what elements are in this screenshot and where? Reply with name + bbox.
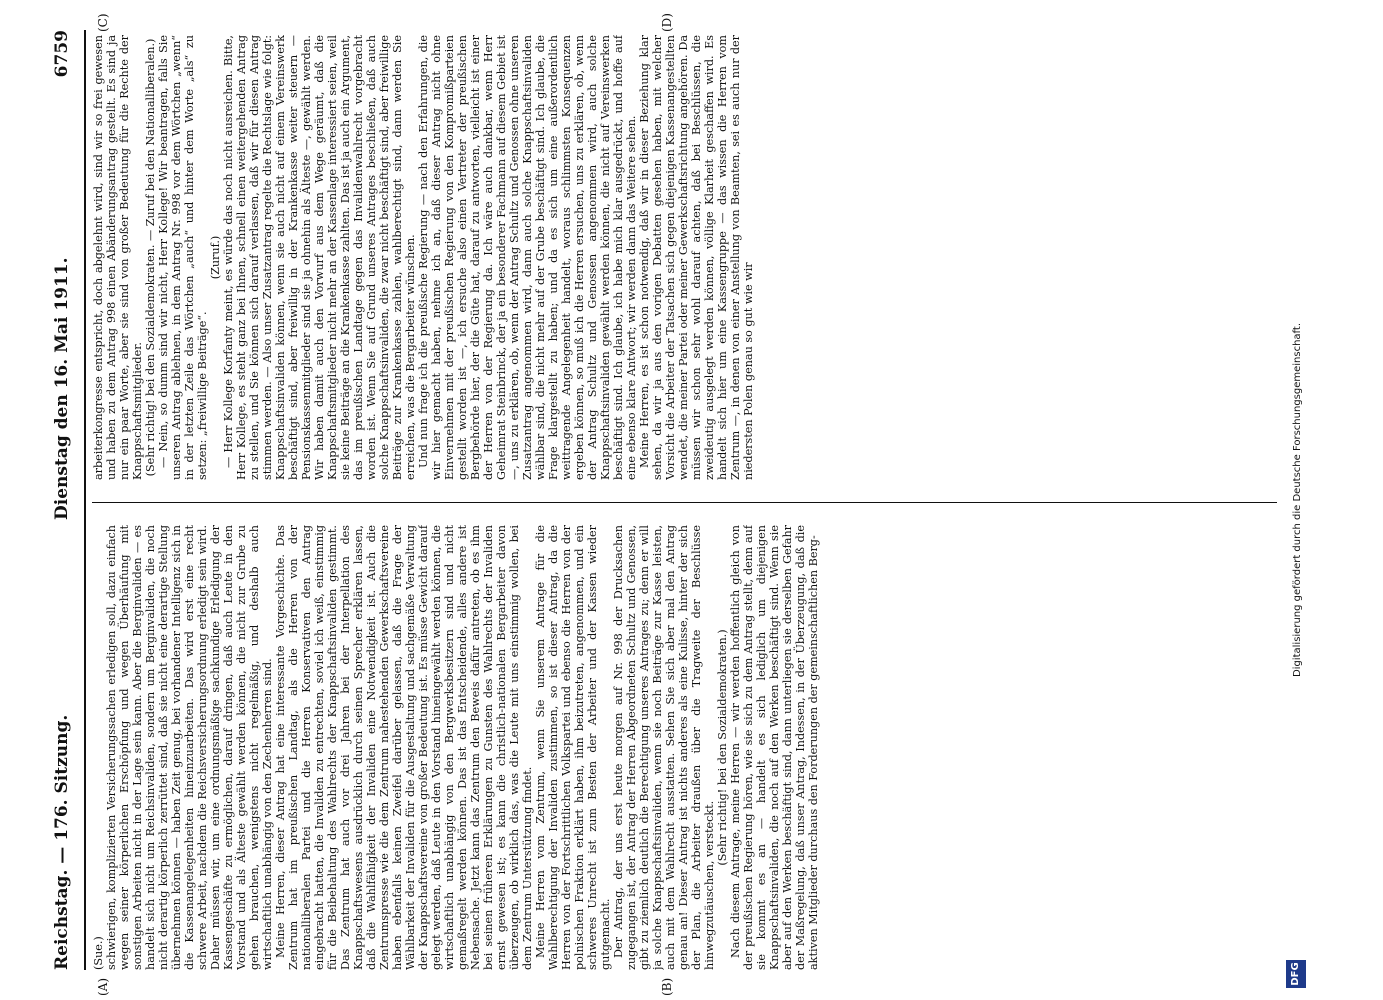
paragraph: Meine Herren, dieser Antrag hat eine interessante Vorgeschichte. Das Zentrum hat im preußischen Landtag, als die Herren von der nationalliberalen Partei und die Herren Konservativen den Antrag eingebracht hatten, die Invaliden zu entrechten, soviel ich weiß, einstimmig für die Beibehaltung des Wahlrechts der Knappschaftsinvaliden gestimmt. Das Zentrum hat auch vor drei Jahren bei der Interpellation des Knappschaftswesens ausdrücklich durch seinen Sprecher erklären lassen, daß die Wahlfähigkeit der Invaliden eine Notwendigkeit ist. Auch die Zentrumspresse wie die dem Zentrum nahestehenden Gewerkschaftsvereine haben ebenfalls keinen Zweifel darüber gelassen, daß die Frage der Wählbarkeit der Invaliden für die Ausgestaltung und sachgemäße Verwaltung der Knappschaftsvereine von großer Bedeutung ist. Es müsse Gewicht darauf gelegt werden, daß Leute in den Vorstand hineingewählt werden können, die wirtschaftlich unabhängig von den Bergwerksbesitzern sind und nicht gemaßregelt werden können. Das ist das Entscheidende, alles andere ist Nebensache. Jetzt kann das Zentrum den Beweis dafür antreten, ob es ihm bei seinen früheren Erklärungen zu Gunsten des Wahlrechts der Invaliden ernst gewesen ist; es kann die christlich-nationalen Bergarbeiter davon überzeugen, ob wirklich das, was die Leute mit uns einstimmig wollen, bei dem Zentrum Unterstützung findet. [274,525,534,970]
dfg-logo: DFG [1286,960,1306,988]
margin-marker-d: (D) [660,13,674,32]
paragraph: Und nun frage ich die preußische Regierung — nach den Erfahrungen, die wir hier gemacht haben, nehme ich an, daß dieser Antrag nicht ohne Einvernehmen mit der preußischen Regierung von den Kompromißparteien gestellt worden ist —, ich ersuche also einen Vertreter der preußischen Bergbehörde hier, der die Güte hat, darauf zu antworten, vielleicht ist einer der Herren von der Regierung da. Ich wäre auch dankbar, wenn Herr Geheimrat Steinbrinck, der ja ein besonderer Fachmann auf diesem Gebiet ist —, uns zu erklären, ob, wenn der Antrag Schultz und Genossen ohne unseren Zusatzantrag angenommen wird, dann auch solche Knappschaftsinvaliden wählbar sind, die nicht mehr auf der Grube beschäftigt sind. Ich glaube, die Frage klargestellt zu haben; und da es sich um eine außerordentlich weittragende Angelegenheit handelt, woraus schlimmsten Konsequenzen ergeben können, so muß ich die Herren ersuchen, uns zu erklären, ob, wenn der Antrag Schultz und Genossen angenommen wird, auch solche Knappschaftsinvaliden gewählt werden können, die nicht auf Vereinswerken beschäftigt sind. Ich glaube, ich habe mich klar ausgedrückt, und hoffe auf eine ebenso klare Antwort; wir werden dann das Weitere sehen. [417,35,638,480]
margin-marker-c: (C) [96,13,110,32]
header-date: Dienstag den 16. Mai 1911. [52,257,72,520]
header-left: Reichstag. — 176. Sitzung. [52,714,72,970]
margin-marker-a: (A) [96,977,110,996]
page-number: 6759 [52,30,72,78]
left-column [92,525,1277,970]
right-column [92,35,1277,480]
interjection: (Zuruf.) [209,235,222,280]
margin-marker-b: (B) [660,977,674,996]
interjection: (Sehr richtig! bei den Sozialdemokraten. — Zuruf bei den Nationalliberalen.) [144,38,157,477]
speaker-label: (Sue.) [92,936,105,970]
paragraph: arbeiterkongresse entspricht, doch abgelehnt wird, sind wir so frei gewesen und haben zu dem Antrag 998 einen Abänderungsantrag gestellt. Es sind ja nur ein paar Worte, aber sie sind von großer Bedeutung für die Rechte der Knappschaftsmitglieder. [92,35,144,480]
page-header [52,30,78,970]
header-rule [84,30,86,970]
paragraph: Nach diesem Antrage, meine Herren — wir werden hoffentlich gleich von der preußischen Regierung hören, wie sie sich zu dem Antrag stellt, denn auf sie kommt es an — handelt es sich lediglich um diejenigen Knappschaftsinvaliden, die noch auf den Werken beschäftigt sind. Wenn sie aber auf den Werken beschäftigt sind, dann unterliegen sie derselben Gefahr der Maßregelung, daß unser Antrag, Indessen, in der Überzeugung, daß die aktiven Mitglieder durchaus den Forderungen der gemeinschaftlichen Berg- [729,525,820,970]
paragraph: Der Antrag, der uns erst heute morgen auf Nr. 998 der Drucksachen zugegangen ist, der Antrag der Herren Abgeordneten Schultz und Genossen, gibt zu ziemlich deutlich die Berechtigung unseres Antrages zu; denn er will ja solche Knappschaftsinvaliden, wenn sie noch Beiträge zur Kasse leisten, auch mit dem Wahlrecht ausstatten. Sehen Sie sich aber mal den Antrag genau an! Dieser Antrag ist nichts anderes als eine Kulisse, hinter der sich der Plan, die Arbeiter draußen über die Tragweite der Beschlüsse hinwegzutäuschen, versteckt. [612,525,716,970]
paragraph: Meine Herren vom Zentrum, wenn Sie unserem Antrage für die Wahlberechtigung der Invaliden zustimmen, so ist dieser Antrag, da die Herren von der Fortschrittlichen Volkspartei und ebenso die Herren von der polnischen Fraktion erklärt haben, ihm beizutreten, angenommen, und ein schweres Unrecht ist zum Besten der Arbeiter und der Kassen wieder gutgemacht. [534,525,612,970]
digitization-credit: Digitalisierung gefördert durch die Deutsche Forschungsgemeinschaft. [1292,322,1303,678]
interjection: (Sehr richtig! bei den Sozialdemokraten.) [716,629,729,866]
paragraph: schwierigen, komplizierten Versicherungssachen erledigen soll, dazu einfach wegen seiner körperlichen Erschöpfung und wegen Überhäufung mit sonstigen Arbeiten nicht in der Lage sein kann. Aber die Berginvaliden — es handelt sich nicht um Reichsinvaliden, sondern um Berginvaliden, die noch nicht derartig körperlich zerrüttet sind, daß sie nicht eine derartige Stellung übernehmen können — haben Zeit genug, bei vorhandener Intelligenz sich in die Kassenangelegenheiten hineinzuarbeiten. Das wird erst eine recht schwere Arbeit, nachdem die Reichsversicherungsordnung erledigt sein wird. Daher müssen wir, um eine ordnungsmäßige sachkundige Erledigung der Kassengeschäfte zu ermöglichen, darauf dringen, daß auch Leute in den Vorstand und als Älteste gewählt werden können, die nicht zur Grube zu gehen brauchen, wenigstens nicht regelmäßig, und deshalb auch wirtschaftlich unabhängig von den Zechenherren sind. [105,525,274,970]
paragraph: — Nein, so dumm sind wir nicht, Herr Kollege! Wir beantragen, falls Sie unseren Antrag ablehnen, in dem Antrag Nr. 998 vor dem Wörtchen „wenn“ in der letzten Zeile das Wörtchen „auch“ und hinter dem Worte „als“ zu setzen: „freiwillige Beiträge“. [157,35,209,480]
paragraph: — Herr Kollege Korfanty meint, es würde das noch nicht ausreichen. Bitte, Herr Kollege, es steht ganz bei Ihnen, schnell einen weitergehenden Antrag zu stellen, und Sie können sich darauf verlassen, daß wir für diesen Antrag stimmen werden. — Also unser Zusatzantrag regelte die Rechtslage wie folgt: Knappschaftsinvaliden können, wenn sie auch nicht auf einem Vereinswerk beschäftigt sind, aber freiwillig in der Krankenkasse weiter steuern — Pensionskassenmitglieder sind sie ja ohnehin als Älteste —, gewählt werden. Wir haben damit auch den Vorwurf aus dem Wege geräumt, daß die Knappschaftsmitglieder nicht mehr an der Kassenlage interessiert seien, weil sie keine Beiträge an die Krankenkasse zahlten. Das ist ja auch ein Argument, das im preußischen Landtage gegen das Invalidenwahlrecht vorgebracht worden ist. Wenn Sie auf Grund unseres Antrages beschließen, daß auch solche Knappschaftsinvaliden, die zwar nicht beschäftigt sind, aber freiwillige Beiträge zur Krankenkasse zahlen, wahlberechtigt sind, dann werden Sie erreichen, was die Bergarbeiter wünschen. [222,35,417,480]
paragraph: Meine Herren, es ist schon notwendig, daß wir in dieser Beziehung klar sehen, da wir ja aus den vorigen Debatten gesehen haben, mit welcher Vorsicht die Arbeiter der Tatsachen sich gegen diejenigen Kassenangestellten wendet, die meiner Partei oder meiner Gewerkschaftsrichtung angehören. Da müssen wir schon sehr wohl darauf achten, daß bei Beschlüssen, die zweideutig ausgelegt werden können, völlige Klarheit geschaffen wird. Es handelt sich hier um eine Kassengruppe — das wissen die Herren vom Zentrum —, in denen von einer Anstellung von Beamten, sei es auch nur der niedersten Polen genau so gut wie wir [638,35,755,480]
column-divider [92,502,1277,503]
